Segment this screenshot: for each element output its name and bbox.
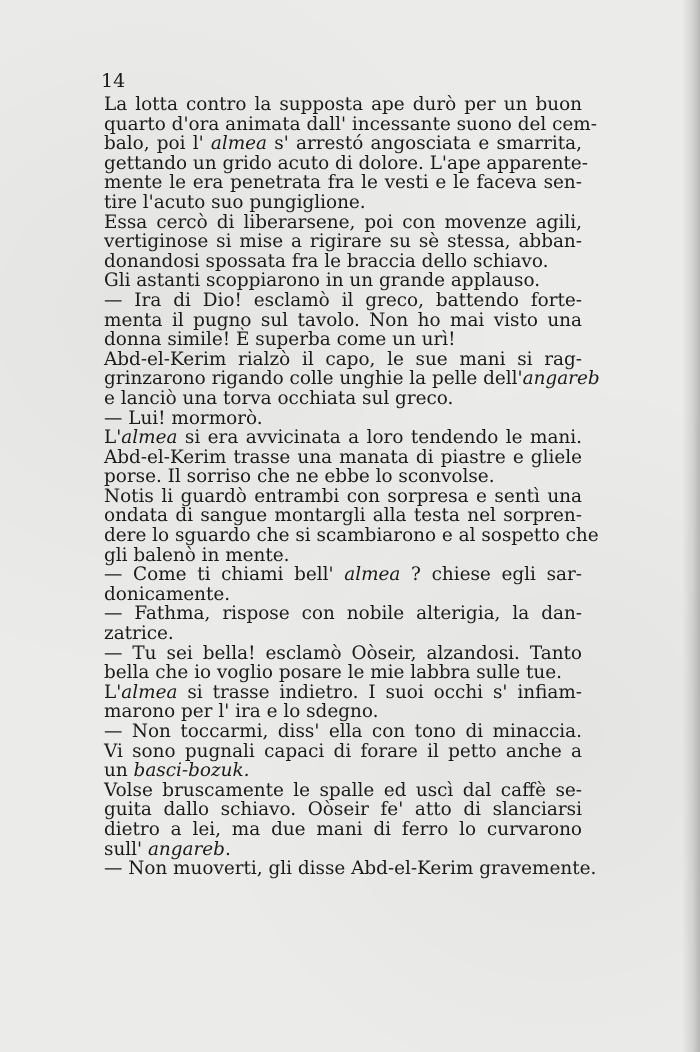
text-line: — Lui! mormorò. <box>104 407 263 429</box>
text-line: balo, poi l' almea s' arrestó angosciata e smarrita, <box>104 133 582 155</box>
text-line: Volse bruscamente le spalle ed uscì dal caffè se- <box>104 779 582 801</box>
text-line: — Non toccarmi, diss' ella con tono di minaccia. <box>104 721 582 742</box>
text-line: donicamente. <box>104 583 231 605</box>
text-line: zatrice. <box>104 623 174 645</box>
text-line: dere lo sguardo che si scambiarono e al sospetto che <box>104 525 599 547</box>
text-line: donna simile! È superba come un urì! <box>104 329 456 351</box>
body-text <box>104 94 600 880</box>
text-line: — Non muoverti, gli disse Abd-el-Kerim gravemente. <box>104 858 597 880</box>
text-line: grinzarono rigando colle unghie la pelle dell'angareb <box>104 368 600 390</box>
text-line: tire l'acuto suo pungiglione. <box>104 191 366 213</box>
page-edge-shadow <box>682 0 700 1052</box>
text-line: L'almea si era avvicinata a loro tendendo le mani. <box>104 427 582 449</box>
text-line: — Come ti chiami bell' almea ? chiese egli sar- <box>104 564 582 586</box>
text-line: guita dallo schiavo. Oòseir fe' atto di slanciarsi <box>104 799 582 821</box>
text-line: porse. Il sorriso che ne ebbe lo sconvolse. <box>104 466 495 488</box>
text-line: e lanciò una torva occhiata sul greco. <box>104 387 454 409</box>
text-line: vertiginose si mise a rigirare su sè stessa, abban- <box>104 231 582 253</box>
text-line: ondata di sangue montargli alla testa nel sorpren- <box>104 505 582 527</box>
text-line: L'almea si trasse indietro. I suoi occhi s' infiam- <box>104 681 582 703</box>
text-line: quarto d'ora animata dall' incessante suono del cem- <box>104 113 597 135</box>
text-line: sull' angareb. <box>104 838 231 860</box>
text-line: menta il pugno sul tavolo. Non ho mai visto una <box>104 309 582 331</box>
text-line: Abd-el-Kerim rialzò il capo, le sue mani si rag- <box>104 348 582 370</box>
text-line: — Ira di Dio! esclamò il greco, battendo forte- <box>104 289 582 311</box>
text-line: donandosi spossata fra le braccia dello schiavo. <box>104 250 549 272</box>
text-line: — Tu sei bella! esclamò Oòseir, alzandosi. Tanto <box>104 642 582 664</box>
text-line: Abd-el-Kerim trasse una manata di piastre e gliele <box>104 446 582 468</box>
text-line: Vi sono pugnali capaci di forare il petto anche a <box>104 740 582 762</box>
text-line: Notis li guardò entrambi con sorpresa e sentì una <box>104 485 582 507</box>
text-line: mente le era penetrata fra le vesti e le faceva sen- <box>104 172 582 194</box>
text-line: gettando un grido acuto di dolore. L'ape apparente- <box>104 152 588 174</box>
text-line: Gli astanti scoppiarono in un grande applauso. <box>104 270 541 292</box>
text-line: un basci-bozuk. <box>104 760 250 782</box>
text-line: Essa cercò di liberarsene, poi con movenze agili, <box>104 211 582 233</box>
text-line: marono per l' ira e lo sdegno. <box>104 701 379 723</box>
page-number: 14 <box>101 70 126 92</box>
text-line: La lotta contro la supposta ape durò per un buon <box>104 94 582 115</box>
text-line: bella che io voglio posare le mie labbra sulle tue. <box>104 662 562 684</box>
text-line: — Fathma, rispose con nobile alterigia, la dan- <box>104 603 582 625</box>
text-line: gli balenò in mente. <box>104 544 290 566</box>
text-line: dietro a lei, ma due mani di ferro lo curvarono <box>104 818 582 840</box>
